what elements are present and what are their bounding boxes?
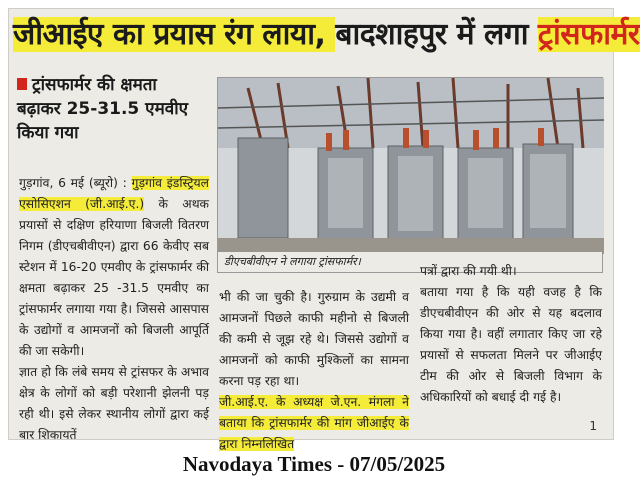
column-1-para-1 [19,173,209,362]
column-3 [420,261,602,408]
transformer-image [218,78,604,254]
column-3-para-2: बताया गया है कि यही वजह है कि डीएचबीवीएन की ओर से यह बदलाव किया गया है। वहीं लगातार किए जा रहे प्रयासों से सफलता मिलने पर जीआईए टीम की ओर से बिजली विभाग के अधिकारियों को बधाई दी गई है। [420,285,602,404]
headline-part1: जीआईए का प्रयास रंग लाया, [13,17,336,52]
subheadline [17,73,202,145]
column-1 [19,173,209,446]
headline-part3: ट्रांसफार्मर [537,17,640,52]
photo-caption: डीएचबीवीएन ने लगाया ट्रांसफार्मर। [218,252,602,272]
page-mark: 1 [589,419,597,433]
source-caption: Navodaya Times - 07/05/2025 [182,452,446,476]
dateline: गुड़गांव, 6 मई (ब्यूरो) : [19,176,132,190]
headline-part2: बादशाहपुर में लगा [335,17,538,52]
red-bullet-icon [17,78,27,90]
column-2 [219,287,409,455]
column-1-para-2: ज्ञात हो कि लंबे समय से ट्रांसफर के अभाव क्षेत्र के लोगों को बड़ी परेशानी झेलनी पड़ रही थी। इसे लेकर स्थानीय लोगों द्वारा कई बार शिकायतें [19,365,209,442]
column-1-text: के अथक प्रयासों से दक्षिण हरियाणा बिजली वितरण निगम (डीएचबीवीएन) द्वारा 66 केवीए सब स्टेशन में 16-20 एमवीए के ट्रांसफार्मर की क्षमता बढ़ाकर 25 -31.5 एमवीए का ट्रांसफार्मर लगाया गया है। जिससे आसपास के उद्योगों व आमजनों को बिजली आपूर्ति की जा सकेगी। [19,197,209,358]
headline [13,13,640,57]
column-2-para-1: भी की जा चुकी है। गुरुग्राम के उद्यमी व आमजनों पिछले काफी महीनो से बिजली की कमी से जूझ रहे थे। जिससे उद्योगों व आमजनों को काफी मुश्किलों का सामना करना पड़ रहा था। [219,290,409,388]
newspaper-clipping [8,8,640,451]
subheadline-text: ट्रांसफार्मर की क्षमता बढ़ाकर 25-31.5 एमवीए किया गया [17,75,189,143]
association-highlight: गुड़गांव इंडस्ट्रियल एसोसिएशन (जी.आई.ए.) [19,176,209,211]
president-quote-highlight: जी.आई.ए. के अध्यक्ष जे.एन. मंगला ने बताया कि ट्रांसफार्मर की मांग जीआईए के द्वारा निम्नलिखित [219,395,409,451]
column-3-para-1: पत्रों द्वारा की गयी थी। [420,264,517,278]
column-2-para-2 [219,392,409,455]
transformer-photo [217,77,603,273]
